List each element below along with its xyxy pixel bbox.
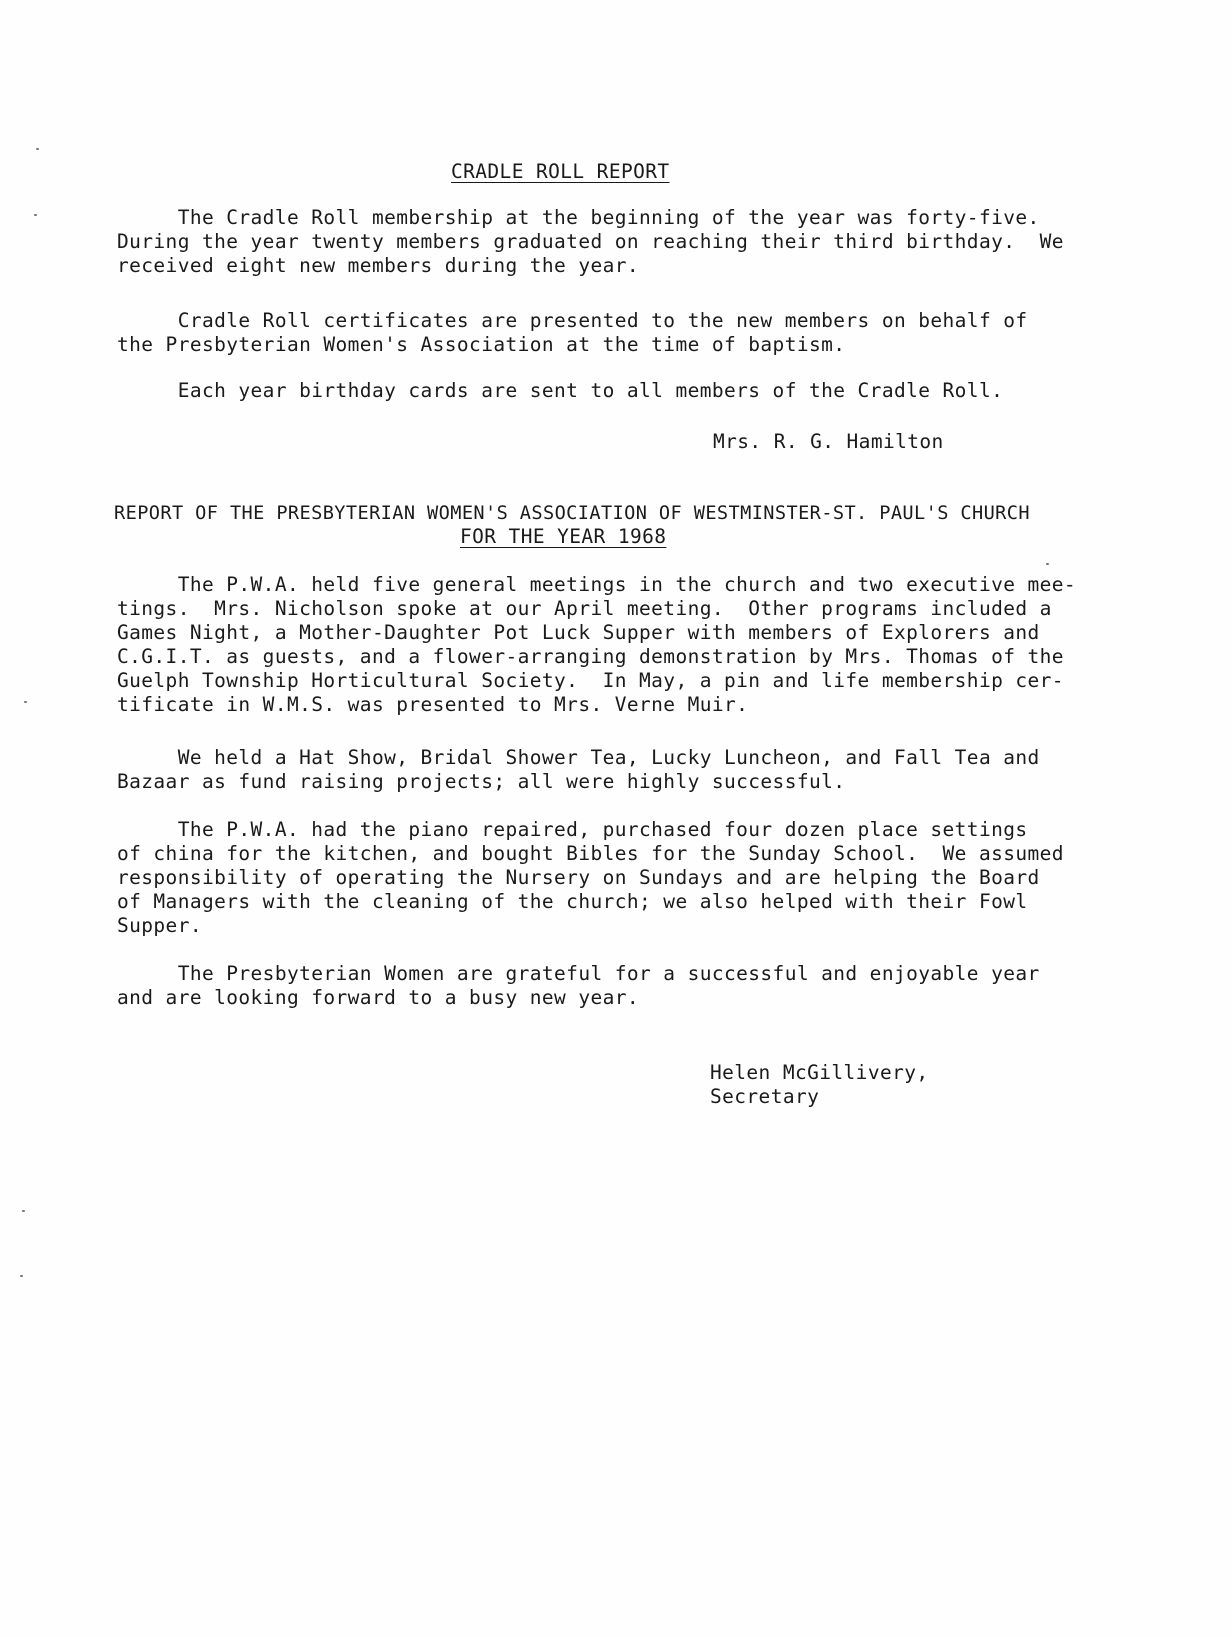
pwa-signature-name: Helen McGillivery, xyxy=(710,1061,929,1084)
cradle-roll-heading: CRADLE ROLL REPORT xyxy=(451,160,670,183)
scan-speck xyxy=(1046,563,1049,565)
cradle-roll-paragraph-3: Each year birthday cards are sent to all members of the Cradle Roll. xyxy=(117,379,1004,402)
cradle-roll-paragraph-1: The Cradle Roll membership at the beginning of the year was forty-five. During the year twenty members graduated on reaching their third birthday. We received eight new members during the year. xyxy=(117,206,1064,277)
scan-speck xyxy=(36,148,39,150)
scan-speck xyxy=(22,1210,25,1212)
scan-speck xyxy=(24,701,27,703)
cradle-roll-paragraph-2: Cradle Roll certificates are presented to the new members on behalf of the Presbyterian Women's Association at the time of baptism. xyxy=(117,309,1028,356)
cradle-roll-signature: Mrs. R. G. Hamilton xyxy=(713,430,944,453)
pwa-paragraph-fundraising: We held a Hat Show, Bridal Shower Tea, Lucky Luncheon, and Fall Tea and Bazaar as fund raising projects; all were highly successful. xyxy=(117,746,1040,793)
pwa-report-year-heading: FOR THE YEAR 1968 xyxy=(460,525,667,548)
pwa-paragraph-meetings: The P.W.A. held five general meetings in the church and two executive mee- tings. Mrs. Nicholson spoke at our April meeting. Other programs included a Games Night, a Mother-Daughter Pot Luck Supper with members of Explorers and C.G.I.T. as guests, and a flower-arranging demonstration by Mrs. Thomas of the Guelph Township Horticultural Society. In May, a pin and life membership cer- tificate in W.M.S. was presented to Mrs. Verne Muir. xyxy=(117,573,1077,716)
pwa-signature-title: Secretary xyxy=(710,1085,820,1108)
pwa-paragraph-purchases: The P.W.A. had the piano repaired, purchased four dozen place settings of china for the kitchen, and bought Bibles for the Sunday School. We assumed responsibility of operating the Nursery on Sundays and are helping the Board of Managers with the cleaning of the church; we also helped with their Fowl Supper. xyxy=(117,818,1064,937)
scan-speck xyxy=(20,1275,23,1277)
scan-speck xyxy=(34,214,37,216)
pwa-report-heading: REPORT OF THE PRESBYTERIAN WOMEN'S ASSOCIATION OF WESTMINSTER-ST. PAUL'S CHURCH xyxy=(114,503,1030,524)
pwa-paragraph-closing: The Presbyterian Women are grateful for a successful and enjoyable year and are looking forward to a busy new year. xyxy=(117,962,1040,1009)
